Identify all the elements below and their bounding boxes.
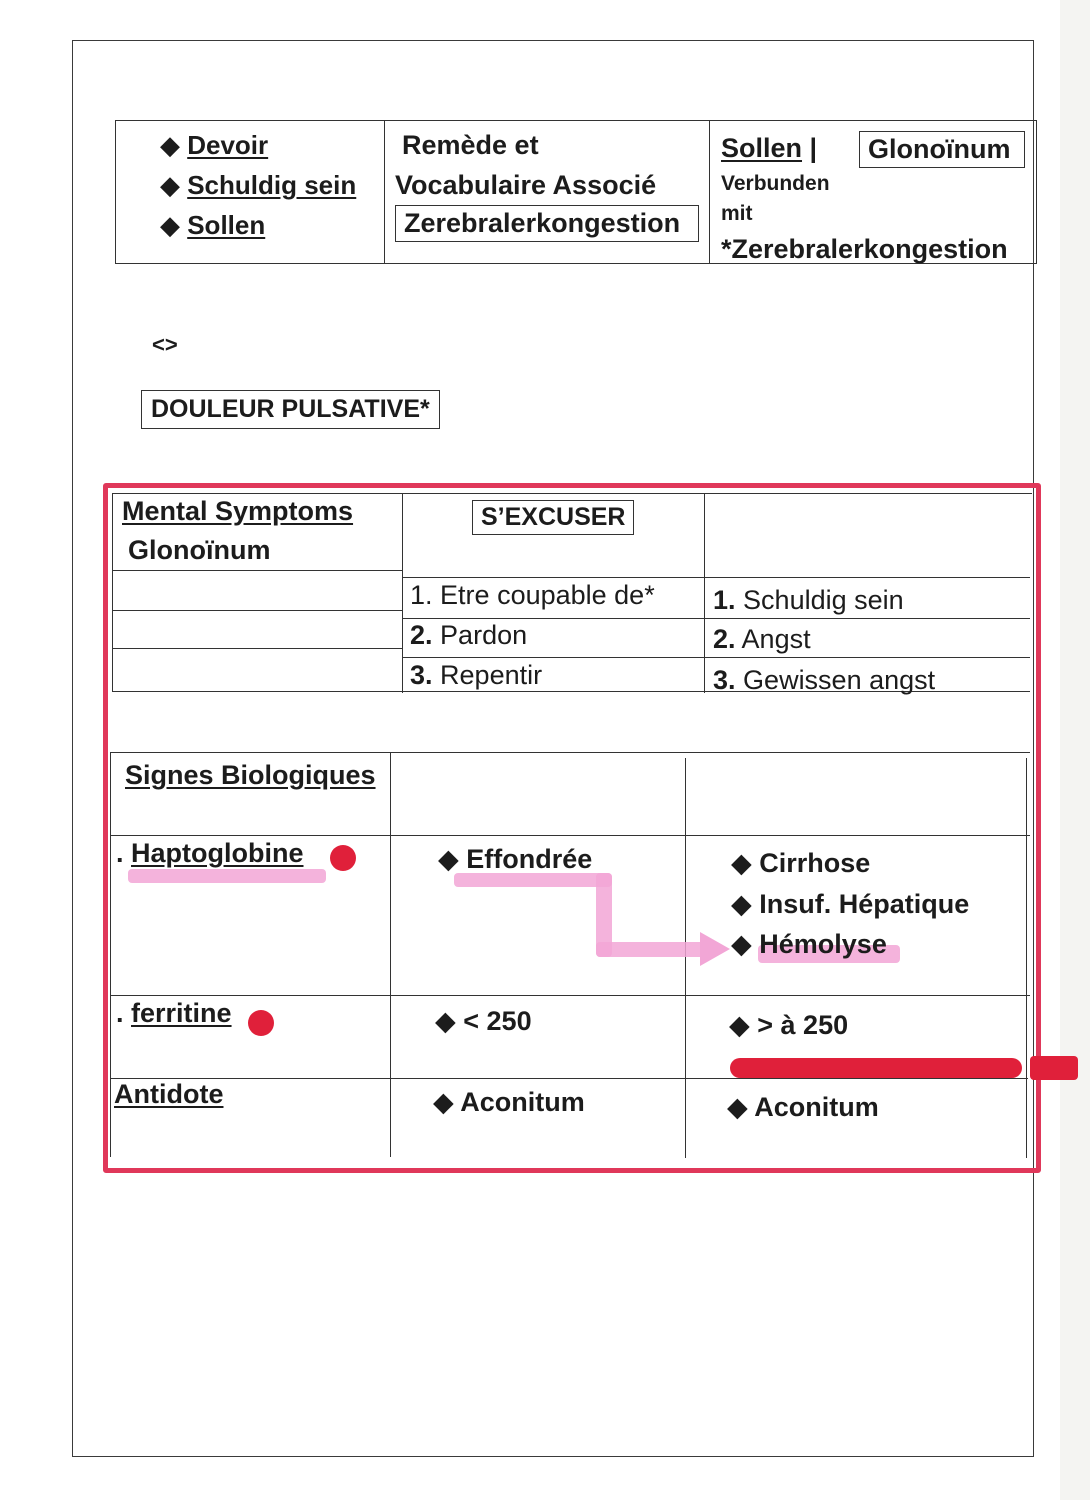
remede-label: Remède et [402, 130, 539, 160]
grid-line [402, 493, 403, 693]
table-divider [384, 121, 385, 263]
zerebralerkongestion-text: *Zerebralerkongestion [721, 234, 1008, 264]
antidote-col3: ◆ Aconitum [727, 1092, 879, 1122]
sollen-title: Sollen | [721, 133, 818, 163]
mental-symptoms-title: Mental Symptoms [122, 496, 354, 526]
highlight [596, 942, 714, 957]
list-item: ◆ Devoir [160, 130, 269, 160]
arrow-icon [700, 932, 730, 966]
sexcuser-box: S’EXCUSER [472, 500, 634, 535]
list-item: 2. Pardon [410, 620, 528, 650]
grid-line [390, 752, 391, 1157]
grid-line [110, 1078, 1028, 1079]
highlight [128, 869, 326, 883]
red-marker-line [730, 1058, 1022, 1078]
marker-symbol: <> [152, 332, 178, 357]
grid-line [112, 610, 402, 611]
grid-line [110, 995, 1030, 996]
grid-line [402, 618, 1030, 619]
list-item: ◆ Hémolyse [731, 929, 887, 959]
antidote-label: Antidote [114, 1079, 224, 1109]
douleur-pulsative-box: DOULEUR PULSATIVE* [141, 390, 440, 429]
grid-line [112, 493, 113, 691]
highlight [454, 873, 612, 887]
zerebralerkongestion-box: Zerebralerkongestion [395, 205, 699, 242]
grid-line [112, 570, 402, 571]
haptoglobine-label: . Haptoglobine [116, 838, 304, 868]
list-item: 1. Etre coupable de* [410, 580, 655, 610]
grid-line [402, 577, 1030, 578]
list-item: 1. Schuldig sein [713, 585, 904, 615]
list-item: 3. Repentir [410, 660, 543, 690]
list-item: 2. Angst [713, 624, 811, 654]
ferritine-label: . ferritine [116, 998, 232, 1028]
red-marker-line [1030, 1056, 1078, 1080]
verbunden-label: Verbunden [721, 172, 830, 195]
red-dot-marker [248, 1010, 274, 1036]
grid-line [110, 752, 111, 1157]
antidote-col2: ◆ Aconitum [433, 1087, 585, 1117]
table-divider [709, 121, 710, 263]
signes-biologiques-title: Signes Biologiques [125, 760, 376, 790]
grid-line [112, 493, 1032, 494]
list-item: ◆ Schuldig sein [160, 170, 357, 200]
effondree-value: ◆ Effondrée [438, 844, 593, 874]
grid-line [110, 835, 1030, 836]
vocabulaire-label: Vocabulaire Associé [395, 170, 657, 200]
mit-label: mit [721, 202, 753, 225]
grid-line [112, 648, 402, 649]
list-item: ◆ Insuf. Hépatique [731, 889, 970, 919]
ferritine-low: ◆ < 250 [435, 1006, 532, 1036]
list-item: ◆ Cirrhose [731, 848, 871, 878]
glonoinum-box: Glonoïnum [859, 131, 1025, 168]
grid-line [1026, 758, 1027, 1158]
grid-line [402, 657, 1030, 658]
grid-line [110, 752, 1030, 753]
red-dot-marker [330, 845, 356, 871]
grid-line [685, 758, 686, 1158]
ferritine-high: ◆ > à 250 [729, 1010, 849, 1040]
list-item: ◆ Sollen [160, 210, 266, 240]
mental-symptoms-subtitle: Glonoïnum [128, 535, 271, 565]
list-item: 3. Gewissen angst [713, 665, 936, 695]
grid-line [704, 493, 705, 693]
